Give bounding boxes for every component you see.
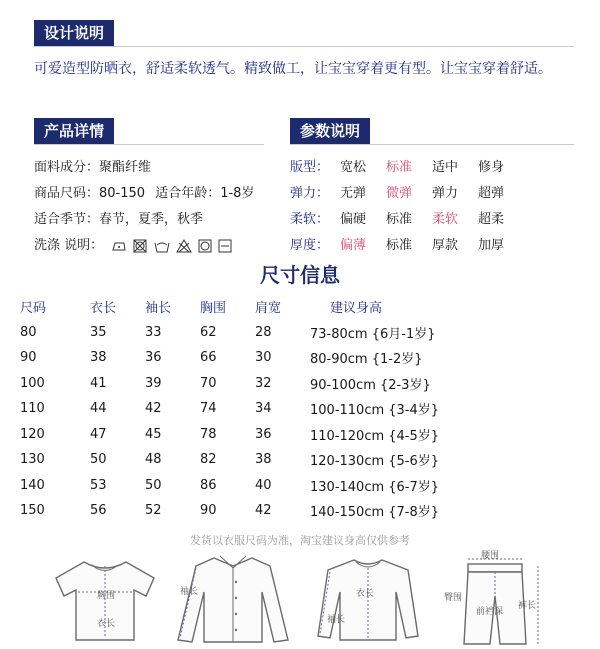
size-info-title: 尺寸信息: [260, 263, 340, 287]
details-heading: 产品详情: [34, 118, 114, 144]
table-cell: 42: [255, 503, 272, 519]
table-cell: 34: [255, 401, 272, 417]
param-option: 适中: [432, 160, 459, 175]
table-cell: 86: [200, 477, 217, 493]
design-description: 可爱造型防晒衣，舒适柔软透气。精致做工，让宝宝穿着更有型。让宝宝穿着舒适。: [34, 61, 552, 77]
table-cell: 36: [255, 426, 272, 442]
table-cell: 42: [145, 401, 162, 417]
param-option: 修身: [478, 160, 505, 175]
param-option: 加厚: [478, 238, 505, 253]
table-cell: 32: [255, 375, 272, 391]
table-cell: 48: [145, 452, 162, 468]
param-row: [290, 208, 524, 227]
column-header: 建议身高: [330, 301, 383, 317]
sweater-sleeve-label: 袖长: [327, 615, 346, 625]
no-tumble-dry-icon: [133, 239, 147, 253]
table-cell: 120: [20, 426, 45, 442]
table-cell: 110: [20, 401, 45, 417]
param-option-selected: 微弹: [386, 186, 413, 201]
pants-waist-label: 腰围: [481, 551, 500, 561]
param-option: 弹力: [432, 186, 459, 201]
table-cell: 90: [20, 350, 37, 366]
table-row: [20, 498, 470, 524]
size-range-text: 商品尺码：80-150: [34, 186, 146, 201]
param-option-selected: 偏薄: [340, 238, 367, 253]
table-row: [20, 345, 470, 371]
param-row: [290, 156, 524, 175]
table-row: [20, 396, 470, 422]
param-row: [290, 182, 524, 201]
size-table: [20, 294, 470, 524]
tshirt-chest-label: 胸围: [97, 591, 116, 601]
table-cell: 30: [255, 350, 272, 366]
size-age-row: [34, 182, 260, 201]
sweater-diagram: [316, 556, 420, 644]
table-cell: 40: [255, 477, 272, 493]
table-cell: 140-150cm {7-8岁}: [310, 505, 440, 521]
param-label: 厚度：: [290, 238, 330, 253]
table-cell: 130: [20, 452, 45, 468]
divider: [34, 144, 264, 145]
table-cell: 73-80cm {6月-1岁}: [310, 326, 436, 342]
param-option: 无弹: [340, 186, 367, 201]
no-bleach-icon: [176, 239, 192, 253]
wash-label: 洗涤 说明：: [34, 238, 104, 253]
param-option: 偏硬: [340, 212, 367, 227]
table-cell: 33: [145, 324, 162, 340]
table-cell: 80-90cm {1-2岁}: [310, 352, 423, 368]
param-option: 标准: [386, 212, 413, 227]
param-option-selected: 标准: [386, 160, 413, 175]
table-cell: 80: [20, 324, 37, 340]
table-cell: 28: [255, 324, 272, 340]
table-cell: 74: [200, 401, 217, 417]
pants-rise-label: 前裆深: [476, 607, 504, 617]
param-option: 超弹: [478, 186, 505, 201]
param-option-selected: 柔软: [432, 212, 459, 227]
column-header: 肩宽: [255, 301, 282, 317]
table-row: [20, 371, 470, 397]
param-option: 超柔: [478, 212, 505, 227]
param-option: 宽松: [340, 160, 367, 175]
params-heading: 参数说明: [290, 118, 370, 144]
divider: [34, 46, 574, 47]
table-cell: 100: [20, 375, 45, 391]
tumble-dry-icon: [198, 239, 212, 253]
design-heading: 设计说明: [34, 20, 114, 46]
pants-diagram: [446, 554, 556, 646]
table-cell: 53: [90, 477, 107, 493]
table-row: [20, 447, 470, 473]
table-cell: 110-120cm {4-5岁}: [310, 428, 440, 444]
table-cell: 36: [145, 350, 162, 366]
pants-length-label: 裤长: [518, 601, 537, 611]
column-header: 胸围: [200, 301, 227, 317]
table-cell: 52: [145, 503, 162, 519]
table-cell: 44: [90, 401, 107, 417]
param-option: 标准: [386, 238, 413, 253]
season-text: 适合季节：春节，夏季，秋季: [34, 212, 204, 227]
column-header: 袖长: [145, 301, 172, 317]
fabric-text: 面料成分：聚酯纤维: [34, 160, 152, 175]
column-header: 衣长: [90, 301, 117, 317]
table-cell: 35: [90, 324, 107, 340]
table-cell: 90-100cm {2-3岁}: [310, 377, 431, 393]
table-cell: 120-130cm {5-6岁}: [310, 454, 440, 470]
table-cell: 90: [200, 503, 217, 519]
param-option: 厚款: [432, 238, 459, 253]
shirt-diagram: [174, 552, 292, 646]
table-cell: 130-140cm {6-7岁}: [310, 479, 440, 495]
table-cell: 140: [20, 477, 45, 493]
tshirt-length-label: 衣长: [97, 619, 116, 629]
table-cell: 56: [90, 503, 107, 519]
table-cell: 62: [200, 324, 217, 340]
column-header: 尺码: [20, 301, 47, 317]
table-cell: 78: [200, 426, 217, 442]
table-cell: 41: [90, 375, 107, 391]
table-row: [20, 422, 470, 448]
table-cell: 47: [90, 426, 107, 442]
wash-row: [34, 234, 240, 253]
divider: [290, 144, 574, 145]
iron-icon: [111, 239, 127, 253]
pants-hip-label: 臀围: [444, 593, 463, 603]
table-cell: 39: [145, 375, 162, 391]
line-dry-icon: [218, 239, 232, 253]
param-label: 弹力：: [290, 186, 330, 201]
table-row: [20, 320, 470, 346]
hand-wash-icon: [154, 239, 170, 253]
shipping-note: 发货以衣服尺码为准，淘宝建议身高仅供参考: [190, 534, 410, 547]
table-cell: 38: [255, 452, 272, 468]
table-cell: 66: [200, 350, 217, 366]
table-cell: 38: [90, 350, 107, 366]
param-label: 版型：: [290, 160, 330, 175]
table-cell: 100-110cm {3-4岁}: [310, 403, 440, 419]
table-cell: 82: [200, 452, 217, 468]
table-cell: 50: [145, 477, 162, 493]
table-cell: 70: [200, 375, 217, 391]
table-cell: 150: [20, 503, 45, 519]
shirt-sleeve-label: 袖长: [180, 587, 199, 597]
param-row: [290, 234, 524, 253]
param-label: 柔软：: [290, 212, 330, 227]
wash-icons: [111, 238, 234, 253]
table-cell: 50: [90, 452, 107, 468]
table-cell: 45: [145, 426, 162, 442]
sweater-length-label: 衣长: [356, 589, 375, 599]
table-row: [20, 473, 470, 499]
age-range-text: 适合年龄：1-8岁: [155, 186, 255, 201]
